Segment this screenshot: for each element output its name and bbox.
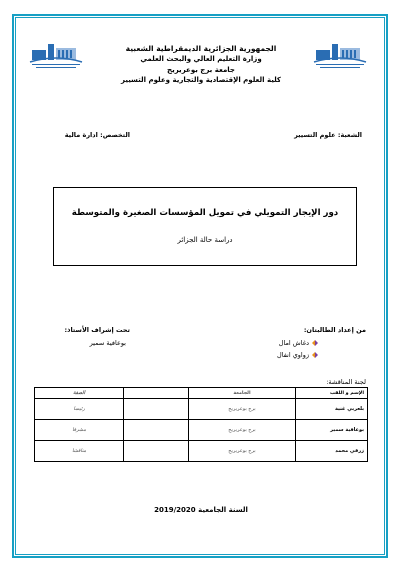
specialty-label: التخصص: ادارة مالية bbox=[64, 131, 130, 139]
supervisor-name: بوعافية سمير bbox=[89, 339, 126, 347]
title-box bbox=[53, 187, 357, 266]
branch-label: الشعبة: علوم التسيير bbox=[294, 131, 362, 139]
table-row bbox=[35, 399, 368, 420]
student-item bbox=[279, 339, 318, 347]
jury-role: رئيسا bbox=[35, 399, 124, 420]
bullet-icon bbox=[312, 340, 318, 346]
student-item bbox=[277, 351, 318, 359]
bullet-icon bbox=[312, 352, 318, 358]
jury-spacer bbox=[124, 441, 188, 462]
jury-table bbox=[34, 387, 368, 462]
jury-spacer bbox=[124, 420, 188, 441]
header-republic: الجمهورية الجزائرية الديمقراطية الشعبية bbox=[125, 44, 277, 53]
header-spacer bbox=[124, 388, 188, 399]
table-row bbox=[35, 441, 368, 462]
jury-spacer bbox=[124, 399, 188, 420]
jury-label: لجنة المناقشة: bbox=[326, 378, 366, 386]
jury-university: برج بوعريريج bbox=[188, 441, 296, 462]
thesis-subtitle: دراسة حالة الجزائر bbox=[177, 236, 233, 244]
student-name-1: دغاش امال bbox=[278, 339, 309, 347]
header-ministry: وزارة التعليم العالي والبحث العلمي bbox=[140, 55, 262, 63]
academic-year: السنة الجامعية 2019/2020 bbox=[154, 506, 248, 514]
jury-role: مناقشا bbox=[35, 441, 124, 462]
header-name: الإسم و اللقب bbox=[296, 388, 368, 399]
page-frame-inner bbox=[15, 17, 385, 555]
header-faculty: كلية العلوم الإقتصادية والتجارية وعلوم التسيير bbox=[120, 76, 281, 84]
table-row bbox=[35, 420, 368, 441]
header-university: جامعة برج بوعريريج bbox=[167, 66, 235, 74]
header-role: الصفة bbox=[35, 388, 124, 399]
thesis-title: دور الإيجار التمويلي في تمويل المؤسسات الصغيرة والمتوسطة bbox=[71, 208, 339, 218]
students-label: من إعداد الطالبتان: bbox=[303, 326, 366, 334]
jury-university: برج بوعريريج bbox=[188, 399, 296, 420]
jury-name: بلعربي غنية bbox=[296, 399, 368, 420]
jury-name: زرقي محمد bbox=[296, 441, 368, 462]
student-name-2: زواوي انفال bbox=[277, 351, 309, 359]
jury-name: بوعافية سمير bbox=[296, 420, 368, 441]
supervisor-label: تحت إشراف الأستاذ: bbox=[64, 326, 130, 334]
header-university: الجامعة bbox=[188, 388, 296, 399]
jury-role: مشرفا bbox=[35, 420, 124, 441]
jury-university: برج بوعريريج bbox=[188, 420, 296, 441]
jury-table-header bbox=[35, 388, 368, 399]
